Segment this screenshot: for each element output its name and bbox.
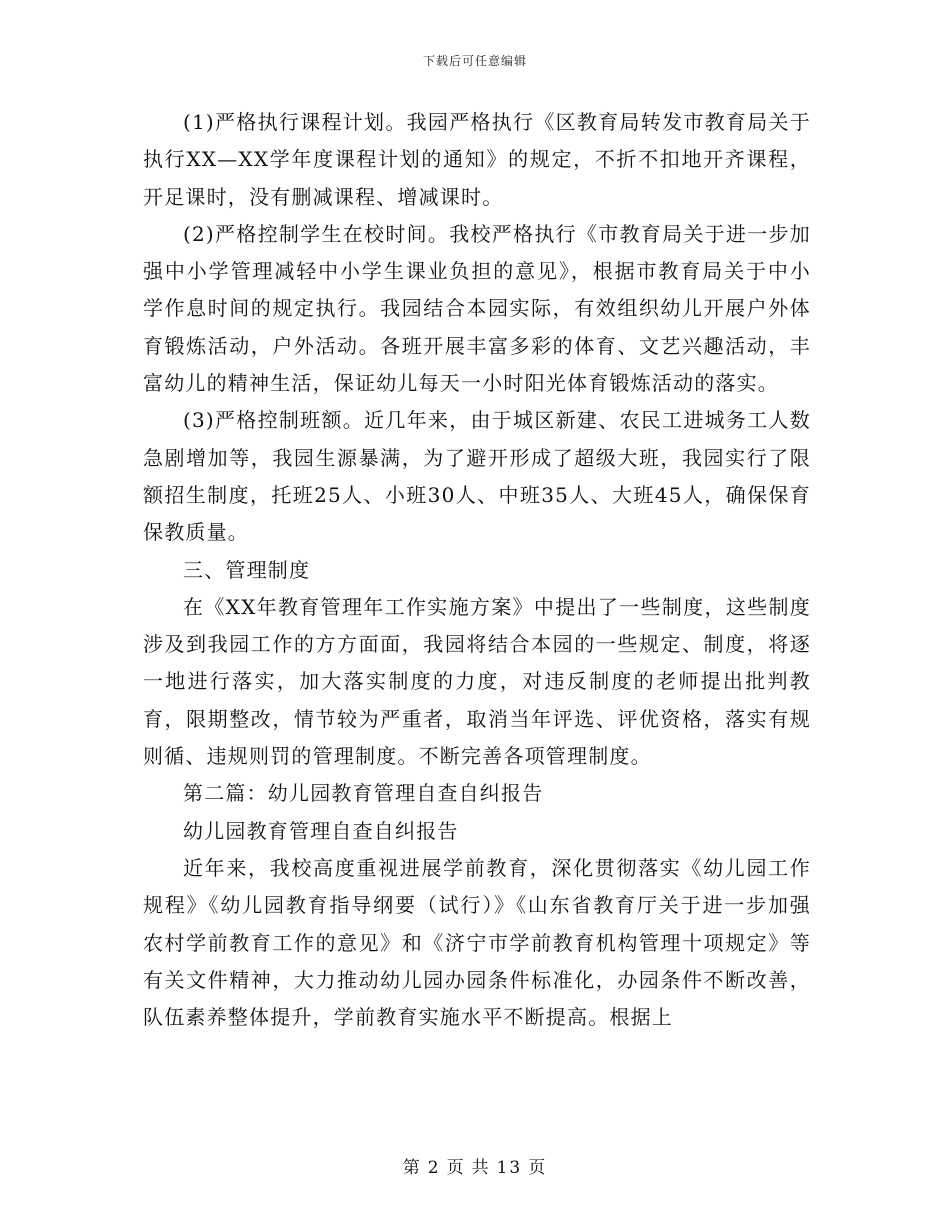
section-heading-management: 三、管理制度 [183, 557, 311, 582]
paragraph-school-time: (2)严格控制学生在校时间。我校严格执行《市教育局关于进一步加强中小学管理减轻中小学生课业负担的意见》，根据市教育局关于中小学作息时间的规定执行。我园结合本园实际，有效组织幼儿开展户外体育锻炼活动，户外活动。各班开展丰富多彩的体育、文艺兴趣活动，丰富幼儿的精神生活，保证幼儿每天一小时阳光体育锻炼活动的落实。 [143, 221, 811, 396]
paragraph-report-intro: 近年来，我校高度重视进展学前教育，深化贯彻落实《幼儿园工作规程》《幼儿园教育指导纲要（试行）》《山东省教育厅关于进一步加强农村学前教育工作的意见》和《济宁市学前教育机构管理十项规定》等有关文件精神，大力推动幼儿园办园条件标准化，办园条件不断改善，队伍素养整体提升，学前教育实施水平不断提高。根据上 [143, 855, 811, 1030]
footer-label-page-unit: 页 [446, 1158, 466, 1178]
paragraph-class-size: (3)严格控制班额。近几年来，由于城区新建、农民工进城务工人数急剧增加等，我园生源暴满，为了避开形成了超级大班，我园实行了限额招生制度，托班25人、小班30人、中班35人、大班45人，确保保育保教质量。 [143, 408, 811, 545]
footer-total-pages: 13 [496, 1158, 523, 1178]
paragraph-management-system: 在《XX年教育管理年工作实施方案》中提出了一些制度，这些制度涉及到我园工作的方方面面，我园将结合本园的一些规定、制度，将逐一地进行落实，加大落实制度的力度，对违反制度的老师提出批判教育，限期整改，情节较为严重者，取消当年评选、评优资格，落实有规则循、违规则罚的管理制度。不断完善各项管理制度。 [143, 594, 811, 769]
paragraph-course-plan: (1)严格执行课程计划。我园严格执行《区教育局转发市教育局关于执行XX—XX学年度课程计划的通知》的规定，不折不扣地开齐课程，开足课时，没有删减课程、增减课时。 [143, 110, 811, 209]
document-body [143, 104, 811, 1036]
page-header-note: 下载后可任意编辑 [422, 54, 527, 68]
footer-label-page: 第 [402, 1158, 422, 1178]
page-footer [0, 1153, 950, 1178]
footer-label-total-unit: 页 [528, 1158, 548, 1178]
chapter-heading-part-two: 第二篇：幼儿园教育管理自查自纠报告 [183, 781, 544, 806]
report-title: 幼儿园教育管理自查自纠报告 [183, 818, 459, 843]
footer-label-total: 共 [471, 1158, 491, 1178]
footer-current-page: 2 [427, 1158, 441, 1178]
